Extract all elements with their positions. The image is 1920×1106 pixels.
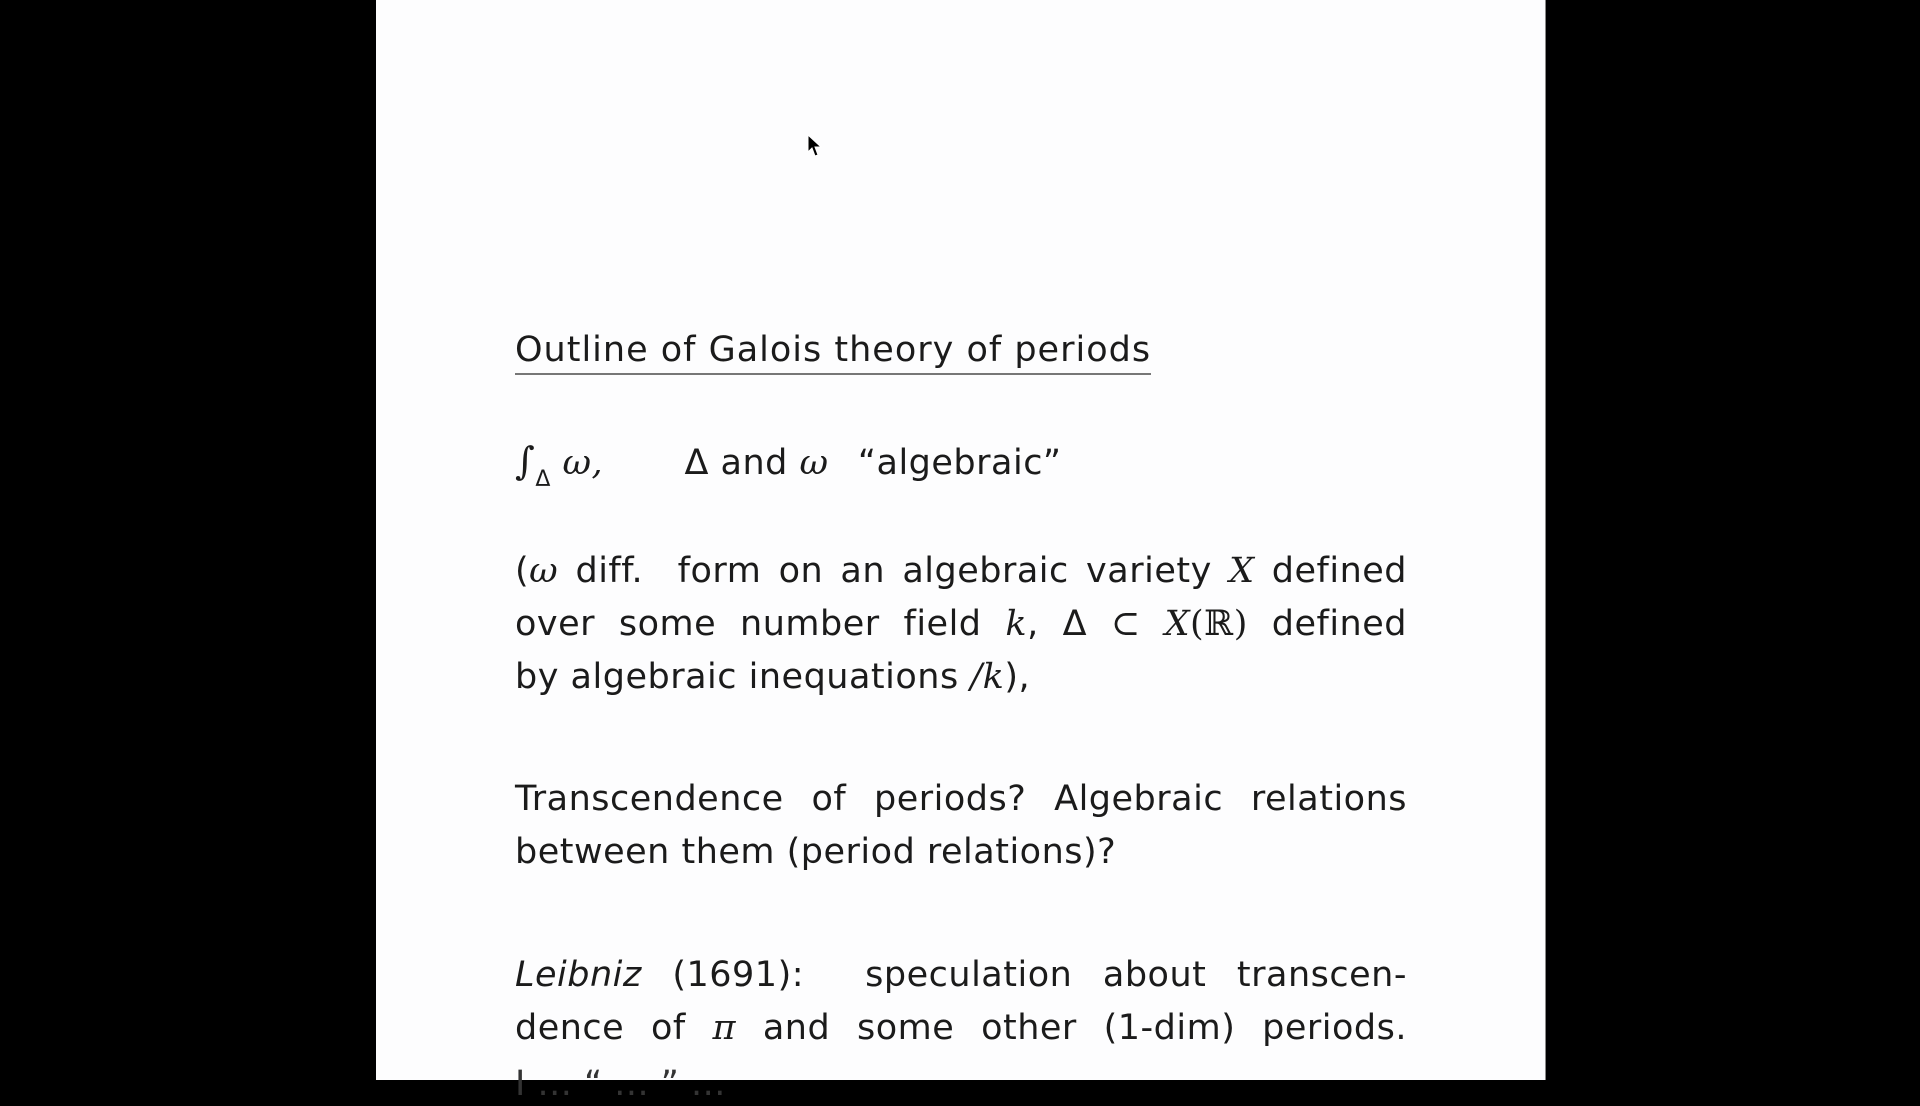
paragraph2-line2: between them (period relations)? bbox=[515, 832, 1117, 872]
integral-line bbox=[515, 439, 1407, 490]
and-text: and bbox=[708, 443, 800, 483]
paragraph1-line1 bbox=[515, 549, 1407, 593]
omega-symbol: ω bbox=[529, 551, 559, 591]
slide-title: Outline of Galois theory of periods bbox=[515, 328, 1151, 375]
integrand: ω, bbox=[562, 443, 604, 483]
integral-subscript: Δ bbox=[535, 467, 551, 492]
text: dence of bbox=[515, 1008, 713, 1048]
leibniz-name: Leibniz bbox=[515, 955, 642, 995]
comma: , bbox=[1027, 604, 1063, 644]
paragraph3-line2 bbox=[515, 1006, 1407, 1050]
text: defined bbox=[1254, 551, 1408, 591]
delta-symbol: Δ bbox=[684, 443, 709, 483]
text: defined bbox=[1247, 604, 1407, 644]
field-k: k bbox=[1005, 604, 1028, 644]
subset-symbol: ⊂ bbox=[1087, 604, 1165, 644]
mouse-cursor-icon bbox=[807, 134, 823, 158]
paragraph3-line1 bbox=[515, 953, 1407, 997]
omega-symbol: ω bbox=[799, 443, 829, 483]
text: over some number field bbox=[515, 604, 1006, 644]
text: diff. form on an algebraic variety bbox=[558, 551, 1230, 591]
algebraic-text: “algebraic” bbox=[857, 443, 1062, 483]
close-paren: ), bbox=[1004, 657, 1031, 697]
over-k: /k bbox=[970, 657, 1005, 697]
variety-X: X bbox=[1229, 551, 1255, 591]
paragraph1-line2 bbox=[515, 602, 1407, 646]
integral-sign: ∫ bbox=[515, 439, 536, 483]
pi-symbol: π bbox=[712, 1008, 737, 1048]
paragraph2-line1: Transcendence of periods? Algebraic relations bbox=[515, 779, 1407, 819]
variety-X: X bbox=[1164, 604, 1190, 644]
slide-page bbox=[376, 0, 1546, 1104]
open-paren: ( bbox=[515, 551, 530, 591]
text: by algebraic inequations bbox=[515, 657, 971, 697]
text: (1691): speculation about transcen- bbox=[641, 955, 1407, 995]
reals-symbol: (ℝ) bbox=[1190, 604, 1248, 644]
text: and some other (1-dim) periods. bbox=[736, 1008, 1408, 1048]
paragraph1-line3 bbox=[515, 655, 1407, 699]
delta-symbol: Δ bbox=[1062, 604, 1088, 644]
paragraph3-line3-partial: I ... “ ... ” ... bbox=[515, 1064, 726, 1104]
